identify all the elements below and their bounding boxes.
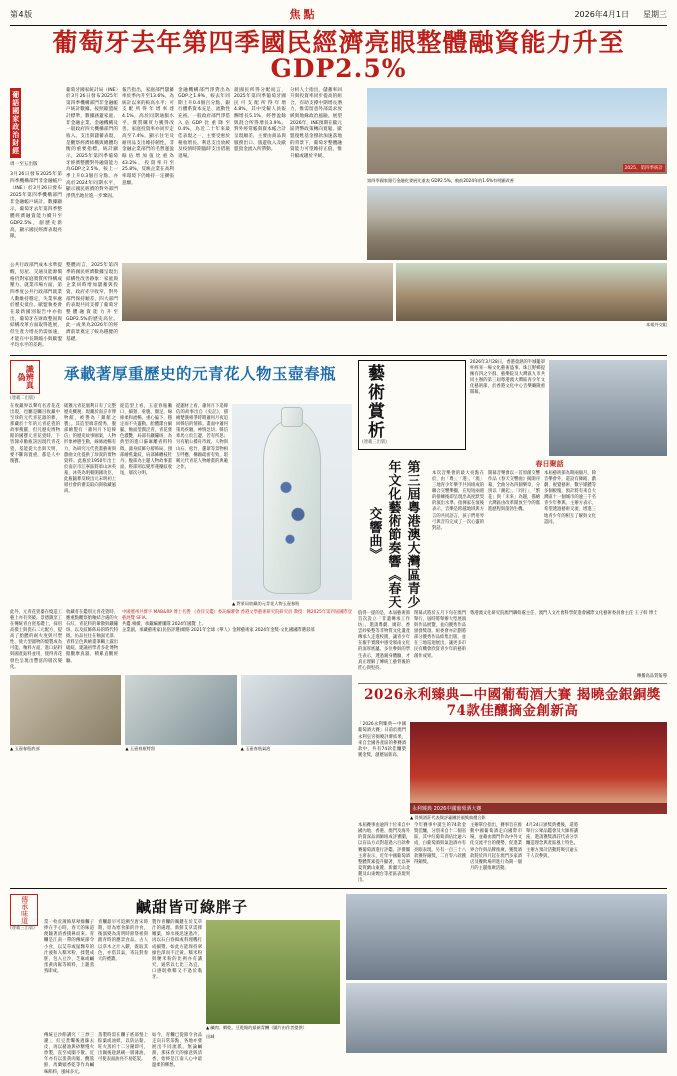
wine-col-4: 4月24日頒獎典禮後，還將舉行公眾品鑑會及大師班講座，邀請獲獎酒莊代表分享釀造理念與產區風土特色。主辦方預計活動將吸引逾五千人次參與。	[526, 823, 578, 859]
masthead	[10, 6, 667, 26]
art-review-subtitle: 第三屆粵港澳大灣區青少年文化藝術節奏響《春天交響曲》	[366, 459, 420, 609]
antique-vase-photo	[232, 404, 352, 600]
antique-caption-1: ▲ 玉壺春瓶特寫	[125, 745, 156, 751]
food-column-stamp-note: (連載三出版)	[10, 926, 35, 932]
column-stamp-note: (連載二出版)	[10, 395, 35, 401]
lead-col-7: 整體而言，2025年第四季的國民經濟數據呈現出結構性改善跡象：家庭與企業同時增加儲蓄與投資，政府赤字收窄，對外部門保持順差，四大部門的表現共同支撐了葡萄牙整體融資能力升至GDP2.5%的歷史高位。此一成果為2026年的經濟前景奠定了較為穩健的基礎。	[66, 263, 118, 342]
food-caption-0: ▲ 鹹肉、蝦乾、豆乾餡的最新青糰（圖片由作者提供）	[206, 1025, 307, 1031]
wine-photo	[410, 722, 667, 814]
lead-photo-crowd	[122, 263, 393, 321]
divider-3	[10, 888, 667, 889]
food-credit: 田城	[206, 1034, 215, 1039]
lead-photo-market	[396, 263, 667, 321]
antique-thumb-2	[125, 675, 236, 752]
food-headline: 鹹甜皆可綠胖子	[135, 898, 248, 917]
vase-decoration	[272, 455, 312, 563]
art-review-col-4: 值得一提的是，本屆藝術節首次設立「非遺傳承工作坊」，邀請粵劇、廣彩、香雲紗染整等非物質文化遺產傳承人走進校園，讓青少年在親手實踐中感受嶺南文化的深厚底蘊。多位參與的學生表示，透過親身體驗，才真正理解了傳統工藝背後的匠心與堅持。	[358, 610, 410, 671]
antique-col-5: 收藏者在鑑別元青花瓷時，應重點觀察胎釉結合處的火石紅、青花料的暈散與鐵鏽斑、以及紋飾佈局的時代特徵。仿品往往在釉面光澤、青料呈色與繪畫筆觸上露出破綻。建議初學者多赴博物館觀摩真器，積累直觀經驗。	[66, 609, 118, 664]
food-col-3: 傳統豆沙餡講究「三炒三濾」，紅豆煮爛後過篩去皮，再以豬油與砂糖慢火炒製，直至成團不散。近年亦有以蛋黃肉鬆、醃篤鮮、馬蘭頭香乾等作為鹹味餡料，風味多元。	[44, 1033, 94, 1075]
section-title: 焦點	[289, 8, 318, 21]
wine-award-photo	[346, 983, 667, 1053]
weekday-label: 星期三	[642, 9, 667, 19]
antique-credit-block	[122, 610, 352, 671]
date-label: 2026年4月1日	[574, 9, 629, 19]
wine-col-1: 本屆賽事由逾四十位來自中國內地、香港、澳門及海外的資深品酒師組成評審團，以盲品方式對超過六百款參賽葡萄酒進行評鑑。評審團主席表示，近年中國葡萄酒整體質素提升顯著，尤以寧夏賀蘭山東麓、新疆天山北麓及山東煙台等產區表現突出。	[358, 823, 410, 884]
antique-thumb-image-1	[10, 675, 121, 745]
food-intro: 當一枚皮薄餡厚翠綠糰子捧在手心時，春天的味道便隨著清香撲鼻而來。青糰是江南一帶的傳統節令小食，以艾草或鼠麴草的汁液和入糯米粉，揉製成胚，包入豆沙、芝麻或鹹蛋黃肉鬆等餡料，上籠蒸熟即成。	[44, 920, 94, 974]
wine-photo-wrap	[410, 722, 667, 821]
food-article	[10, 894, 667, 1076]
art-review-date-line: 2026年3月28日，香港童熱的半城籠罩杯經來一場文化藝術盛事。珠江野鄉提擁有四之字群、藝樂院及大灣區九市共同主辦的第三屆粵港澳大灣區青少年文化藝術節，於香港文化中心音樂廳隆重開幕。	[470, 359, 545, 396]
divider-1	[10, 355, 667, 356]
antique-stamp-group	[10, 360, 44, 402]
antique-col-1: 破獲元青花瓶利日有了完整歷史概稅，現藏於南京市博物館，被譽為「鎮館之寶」。其造型端莊挺秀，腹部繪製有「蕭何月下追韓信」的歷史故事圖案，人物形象神態生動，線條流暢有力，為研究元代瓷畫藝術與戲曲文化提供了珍貴的實物資料。此瓶於1950年出土於南京市江寧區將軍山沐英墓，沐英為明朝開國功臣，此瓶隨葬反映出元末明初上層社會的審美取向與收藏風尚。	[64, 403, 116, 495]
food-col-2: 製作青糰的關鍵在於艾草汁的處理。新鮮艾草需擇嫩葉，焯水後迅速過冷，再以石臼舂搗或料理機打成細漿，如此方能保持翠綠色澤而不泛黃。糯米粉與粳米粉的比例亦有講究，通常以七比三為宜，口感既軟糯又不過於黏牙。	[152, 920, 202, 980]
antique-caption-0: ▲ 對景局收藏的元青花人物玉壺春瓶	[232, 600, 300, 606]
lead-lower-photos	[122, 263, 667, 350]
food-col-1: 青糰最早可追溯至唐宋時期，原為寒食節的冷食，後演變為清明時節祭祖與踏青時的應景食品。古人以草木之汁入饌，既取其色，亦借其氣，寄託對春天的禮讚。	[98, 920, 148, 962]
photo-overlay-label: 2025、第四季統計	[624, 165, 663, 171]
lead-text-columns	[10, 88, 362, 261]
lead-lower-columns	[10, 263, 667, 350]
antique-image-row	[10, 675, 352, 752]
section-antique-and-art	[10, 360, 667, 884]
food-col-5: 如今，青糰已從節令食品走向日常茶點，各地亦發展出不同流派。無論鹹甜，那抹春天的綠意與清香，始終是江南人心中最溫柔的鄉愁。	[152, 1033, 202, 1069]
wine-photo-caption: ▲ 得獎酒莊代表與評審團於頒獎典禮合影	[410, 815, 486, 821]
wine-lead: 「2026永利臻典—中國葡萄酒大賽」日前於澳門永利皇宮揭曉評審結果，來自全國各產區的參賽酒款中，共有74款佳釀榮獲金獎，創歷屆新高。	[358, 722, 406, 758]
lead-photo-caption-1: 第四季國家銀行金融化發展比重表 GDP2.5%，較前2024年的1.6%有明顯改善	[367, 177, 514, 183]
antique-article	[10, 360, 352, 884]
column-stamp: 識辨真偽	[10, 360, 40, 394]
antique-thumb-image-2	[125, 675, 236, 745]
wine-article	[358, 687, 667, 884]
art-review-col-2: 開幕音樂會以一首原創交響作品《春天交響曲》揭開序幕，全曲分為四個樂章，分別以「潮起」、「同行」、「繁花」與「未來」為題，描繪大灣區由改革開放至今的奮進歷程與蓬勃生機。	[488, 470, 540, 513]
lead-byline-date: 周一至五出版	[10, 161, 38, 167]
lead-col-2: 報告指出，家庭部門儲蓄率於季內升至13.6%，為統計以來的較高水平；可支配所得年增率達4.1%，高於同期通脹水平，實質購買力獲得改善。家庭投資率亦同步走高至7.4%，顯示住宅及耐用品支出維持韌性。非金融企業部門的毛營運盈餘佔增加值比重為43.2%，投資率升至25.8%，反映企業在高利率環境下仍維持一定擴張意願。	[122, 87, 174, 186]
art-review-col-3: 本屆藝術節為期兩個月，除音樂會外，還設有舞蹈、戲劇、視覺藝術、數字媒體等多個板塊，預計將有來自大灣區十一個城市的逾三千名青少年參與。主辦方表示，希望透過藝術交流，增進三地青少年的相互了解與文化認同。	[544, 470, 596, 525]
antique-main-photo-wrap	[232, 404, 352, 607]
lead-photo-stack	[367, 88, 667, 261]
antique-credit-1: 中國歷州共濟字 MAB&RP 博士名譽 《春洋交鑑》委託編審會 香港文學藝術研究院研究員 教授：陳2025年第四屆國際登藝展覽 SFIA。	[122, 609, 352, 621]
antique-credit-3: 企業副，承藏藝術家(民俗評選)網絡 2021年全球《華人》金牌藝術家 2024年金獎·文化國國際選彩部	[122, 628, 315, 634]
antique-thumb-3	[241, 675, 352, 752]
antique-col-3: 從題材上看，蕭何月下追韓信的故事出自《史記》，描繪楚漢相爭時期蕭何月夜追回韓信的情節。畫面中蕭何策馬疾馳，神情急切；韓信牽馬立於江邊，若有所思；另有艄公撐舟待渡。人物與山石、松竹、蘆葦等景物相互呼應，構圖疏密有致，堪稱元代青花人物繪畫的典範之作。	[176, 403, 228, 470]
lead-col-6: 公共行政部門成本水準提醒，房屋、交通及能源價格仍對家庭實質所得構成壓力。就業市場方面，第四季度公共行政部門就業人數維持穩定，失業率處於歷史低位。歐盟執委會在最新國別報告中亦指出，葡萄牙在財政整固與結構改革方面取得進展，但生產力增長仍需加速，才能在中長期縮小與歐盟平均水平的差距。	[10, 263, 62, 349]
food-photo-main	[206, 920, 340, 1024]
lead-col-1: 葡萄牙國家統計局（INE）於3月26日發布2025年第四季機構部門非金融帳戶統計數據。按照歐盟統計標準，數據涵蓋家庭、非金融企業、金融機構及一般政府四大機構部門的收入、支出與儲蓄表現，是觀察經濟結構與總體均衡的重要指標。統計顯示，2025年第四季葡萄牙經濟整體對外融資能力為GDP之2.5%，較上一季上升0.3個百分點，亦高於2024年同期水平，顯示國民經濟的對外部門淨貸出地位進一步鞏固。	[66, 87, 118, 199]
wine-col-2: 今年賽事中誕生的74款金獎佳釀，分別來自十二個省區，其中紅葡萄酒佔比逾六成，白葡萄酒與氣泡酒亦有亮眼表現。另有一百三十八款獲得銀獎，二百零六款獲得銅獎。	[414, 823, 466, 865]
lead-col-5: 分析人士指出，儲蓄率回升與投資率同步提高的組合，有助支撐中期增長潛力，惟需留意外部需求放緩與地緣政治風險。展望2026年，INE預期在歐元區貨幣政策轉向寬鬆、歐盟復甦基金撥款加速落地的背景下，葡萄牙整體融資能力可望維持正值，惟升幅或趨於平緩。	[290, 87, 342, 160]
masthead-date-group	[574, 9, 667, 20]
wine-lower-block	[346, 894, 667, 1076]
wine-headline: 2026永利臻典—中國葡萄酒大賽 揭曉金銀銅獎 74款佳釀摘金創新高	[364, 686, 661, 720]
food-column-stamp: 傳承味道	[10, 894, 38, 926]
art-review-red-head: 春日聚話	[535, 459, 564, 468]
antique-thumb-image-3	[241, 675, 352, 745]
food-col-4: 蒸製時需在糰子底部墊上粽葉或油紙，以防沾黏。旺火蒸約十二分鐘即可，出鍋後趁熱刷一層薄油，可使表面油亮不易乾裂。	[98, 1033, 148, 1063]
lead-story	[10, 30, 667, 350]
lead-byline: 3月26日發布2025年第四季機構部門非金融帳戶（INE）於3月26日發布2025年第四季機構部門非金融帳戶統計。數據顯示，葡萄牙去年第四季整體經濟融資能力續升至GDP2.5%，創歷史新高，顯示國民經濟表現亮眼。	[10, 172, 62, 240]
divider-2	[358, 683, 667, 684]
art-review-note: (連載三出版)	[362, 439, 387, 445]
art-review-title: 藝術賞析	[364, 363, 384, 440]
antique-intro: 在收藏界以聲有名者花花出現，也屬是矚目收藏中至珍的元代青花器的葬。那藏於十年的元青花瓷的故事搜羅，但凡歷史博物館的國寶元青花瓷時，下皆隸卓勸瓶該因現代青花瓷，基能從大出與天明，要不斷寫置重，都是人中瑰寶。	[10, 403, 60, 464]
art-review-footer-credit: 粵港澳文化研究院澳門聯絡處主任、澳門人文社會科學促進會國際文化藝術委員會主任 王子軒 博士	[470, 610, 658, 616]
antique-col-2: 從造型上看，玉壺春瓶撇口、細頸、垂腹、圈足，線條柔和流暢，重心偏下，穩定而不失靈動。胎體潔白細膩，釉面瑩潤泛青，青花發色濃艷，局部有鐵鏽斑，為典型的進口蘇麻離青料特徵。器身紋飾分層佈局，頸部繪蕉葉紋，肩部飾纏枝牡丹，腹部為主題人物故事畫面，脛部則以變形蓮瓣紋收尾，層次分明。	[120, 403, 172, 476]
lead-col-3: 金融機構部門淨貸出為GDP之1.9%，較去年同期上升0.4個百分點，銀行體系資本充足、流動性充裕。一般政府部門淨借入佔GDP比重降至0.4%，為近二十年來最佳表現之一，主要受惠於稅收增長、利息支出放緩及疫情時期臨時支出措施退場。	[178, 87, 230, 160]
lead-photo-street	[367, 186, 667, 260]
antique-thumb-1	[10, 675, 121, 752]
lead-photo-cityscape	[367, 88, 667, 174]
art-review-col-1: 本次音樂會的最大亮點在於，由「粵」、「港」、「澳」三地青少年樂手共同組成的聯合交響樂團，在短短兩週的排練後即呈現出高度默契的演出水準。指揮家在演後表示，音樂是跨越地域與方言的共同語言，孩子們用琴弓與音符完成了一次心靈的對話。	[432, 470, 484, 531]
art-review-portrait	[549, 360, 667, 456]
section-badge: 葡語國家政治財經	[10, 88, 21, 158]
wine-group-photo	[346, 894, 667, 980]
wine-col-3: 主辦單位指出，賽事旨在推動中國葡萄酒走向國際市場，並藉由澳門作為中外文化交流平台的優勢，促進業界合作與品牌推廣。獲獎酒款將於四月起在澳門多家酒店及餐飲場所進行為期一個月的主題推廣活動。	[470, 823, 522, 871]
edition-label: 第4版	[10, 9, 33, 19]
lead-headline: 葡萄牙去年第四季國民經濟亮眼整體融資能力升至GDP2.5%	[52, 28, 625, 84]
antique-caption-2: ▲ 玉壺春瓶底部	[10, 745, 40, 751]
lead-photo-caption-2: 本報外交組	[646, 322, 667, 328]
art-review-title-box	[358, 360, 466, 450]
art-review-side-title: 傳播高品質報導	[636, 673, 667, 679]
lead-col-4: 就國民所得分配而言，2025年第四季葡萄牙國民可支配所得年增4.8%，其中受僱人員報酬增長5.1%，經營盈餘與混合所得增長3.9%。對外經常帳與資本帳合計呈現順差，主要由商品與服務出口、旅遊收入及歐盟資金流入所帶動。	[234, 87, 286, 153]
wine-photo-banner: 永利臻典 2026中國葡萄酒大賽	[410, 803, 667, 814]
antique-caption-3: ▲ 玉壺春瓶氣泡	[240, 745, 271, 751]
vase-shape	[263, 420, 321, 594]
art-review-article	[358, 360, 667, 884]
antique-col-4: 此外，元青花瓷器在燒造工藝上亦有突破。景德鎮窯工在傳統青白瓷基礎上，採用高嶺土與瓷石二元配方，提高了胎體的耐火度與可塑性，使大型器物的燒製成為可能。釉料方面，進口鈷料與國產鈷料並用，使得青花發色呈現出豐富的層次變化。	[10, 609, 62, 670]
antique-credit-2: 共鑑.相續，承藏編審團隊 2024年國覽 上。	[122, 621, 206, 627]
lead-badge-column	[10, 88, 62, 261]
food-photo-wrap	[206, 920, 340, 1031]
antique-headline: 承載著厚重歷史的元青花人物玉壺春瓶	[63, 363, 336, 383]
art-review-col-5: 閉幕式將於五月下旬在澳門舉行，屆時將舉辦大型展演與作品展覽，並向優秀作品頒發獎項。組委會亦計劃將部分優秀作品結集出版，並在三地巡迴展出，讓更多市民有機會欣賞青少年的藝術創作成果。	[414, 610, 466, 659]
food-stamp-group	[10, 894, 40, 932]
